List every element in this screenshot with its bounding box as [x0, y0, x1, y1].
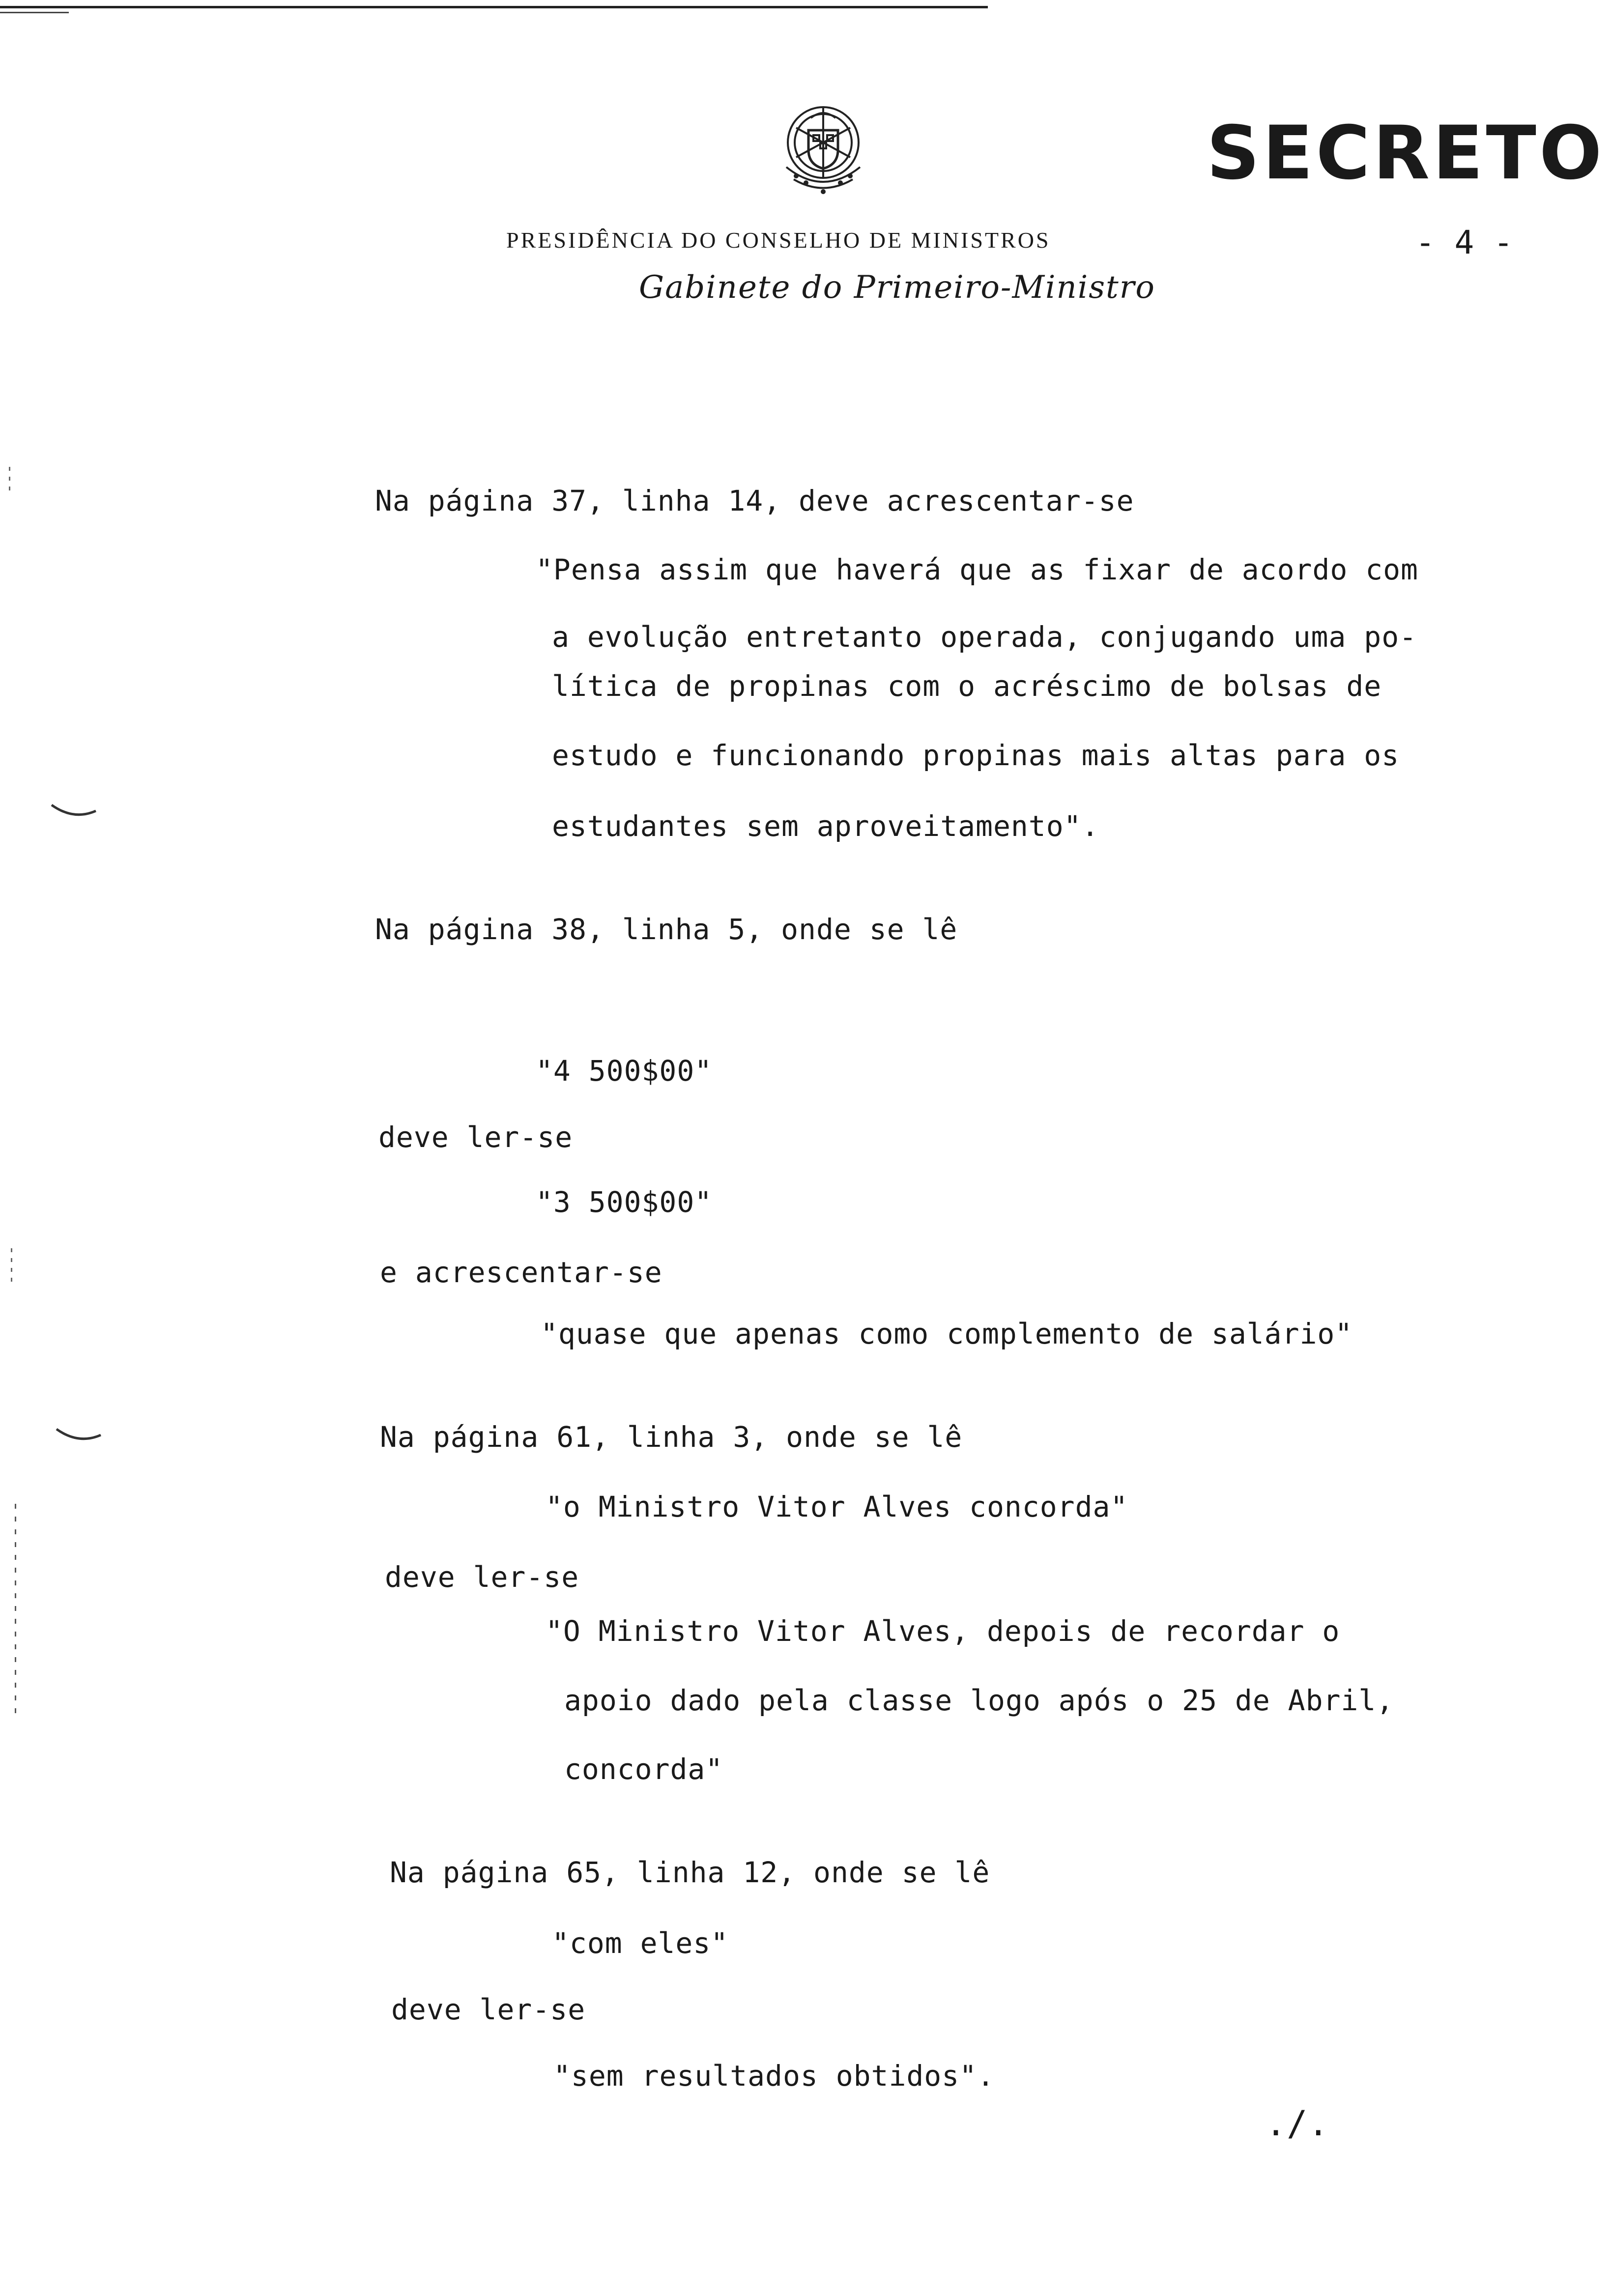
body-line: concorda"	[564, 1752, 723, 1786]
body-line: Na página 38, linha 5, onde se lê	[375, 913, 958, 946]
body-line: estudantes sem aproveitamento".	[552, 809, 1099, 843]
body-line: a evolução entretanto operada, conjugando uma po-	[552, 620, 1417, 654]
scan-top-rule	[0, 6, 988, 8]
margin-speckle	[9, 467, 10, 496]
body-line: "Pensa assim que haverá que as fixar de acordo com	[536, 553, 1418, 586]
body-line: apoio dado pela classe logo após o 25 de Abril,	[564, 1684, 1394, 1717]
continuation-mark: ./.	[1266, 2103, 1329, 2144]
body-line: estudo e funcionando propinas mais altas para os	[552, 739, 1400, 772]
body-line: e acrescentar-se	[380, 1256, 662, 1289]
body-line: deve ler-se	[378, 1120, 573, 1154]
page-number: - 4 -	[1415, 224, 1513, 261]
body-line: Na página 61, linha 3, onde se lê	[380, 1420, 963, 1454]
body-line: lítica de propinas com o acréscimo de bolsas de	[552, 669, 1382, 703]
body-line: "o Ministro Vitor Alves concorda"	[546, 1490, 1128, 1523]
body-line: "4 500$00"	[536, 1054, 713, 1088]
body-line: deve ler-se	[385, 1560, 579, 1594]
coat-of-arms-icon	[767, 93, 880, 206]
binding-mark	[49, 801, 98, 821]
body-line: "sem resultados obtidos".	[553, 2059, 995, 2093]
body-line: "com eles"	[552, 1926, 729, 1960]
body-line: "3 500$00"	[536, 1185, 713, 1219]
binding-mark	[54, 1425, 103, 1445]
margin-speckle	[11, 1248, 12, 1288]
body-line: Na página 65, linha 12, onde se lê	[390, 1856, 990, 1889]
cabinet-subheading: Gabinete do Primeiro-Ministro	[639, 269, 1155, 306]
body-line: deve ler-se	[391, 1993, 586, 2026]
body-line: "quase que apenas como complemento de salário"	[541, 1317, 1353, 1350]
body-line: Na página 37, linha 14, deve acrescentar-se	[375, 484, 1134, 517]
classification-stamp: SECRETO	[1207, 111, 1605, 196]
scan-top-rule-fragment	[0, 12, 69, 13]
body-line: "O Ministro Vitor Alves, depois de recordar o	[546, 1614, 1340, 1648]
margin-speckle	[15, 1504, 16, 1720]
office-heading: PRESIDÊNCIA DO CONSELHO DE MINISTROS	[506, 228, 1051, 253]
